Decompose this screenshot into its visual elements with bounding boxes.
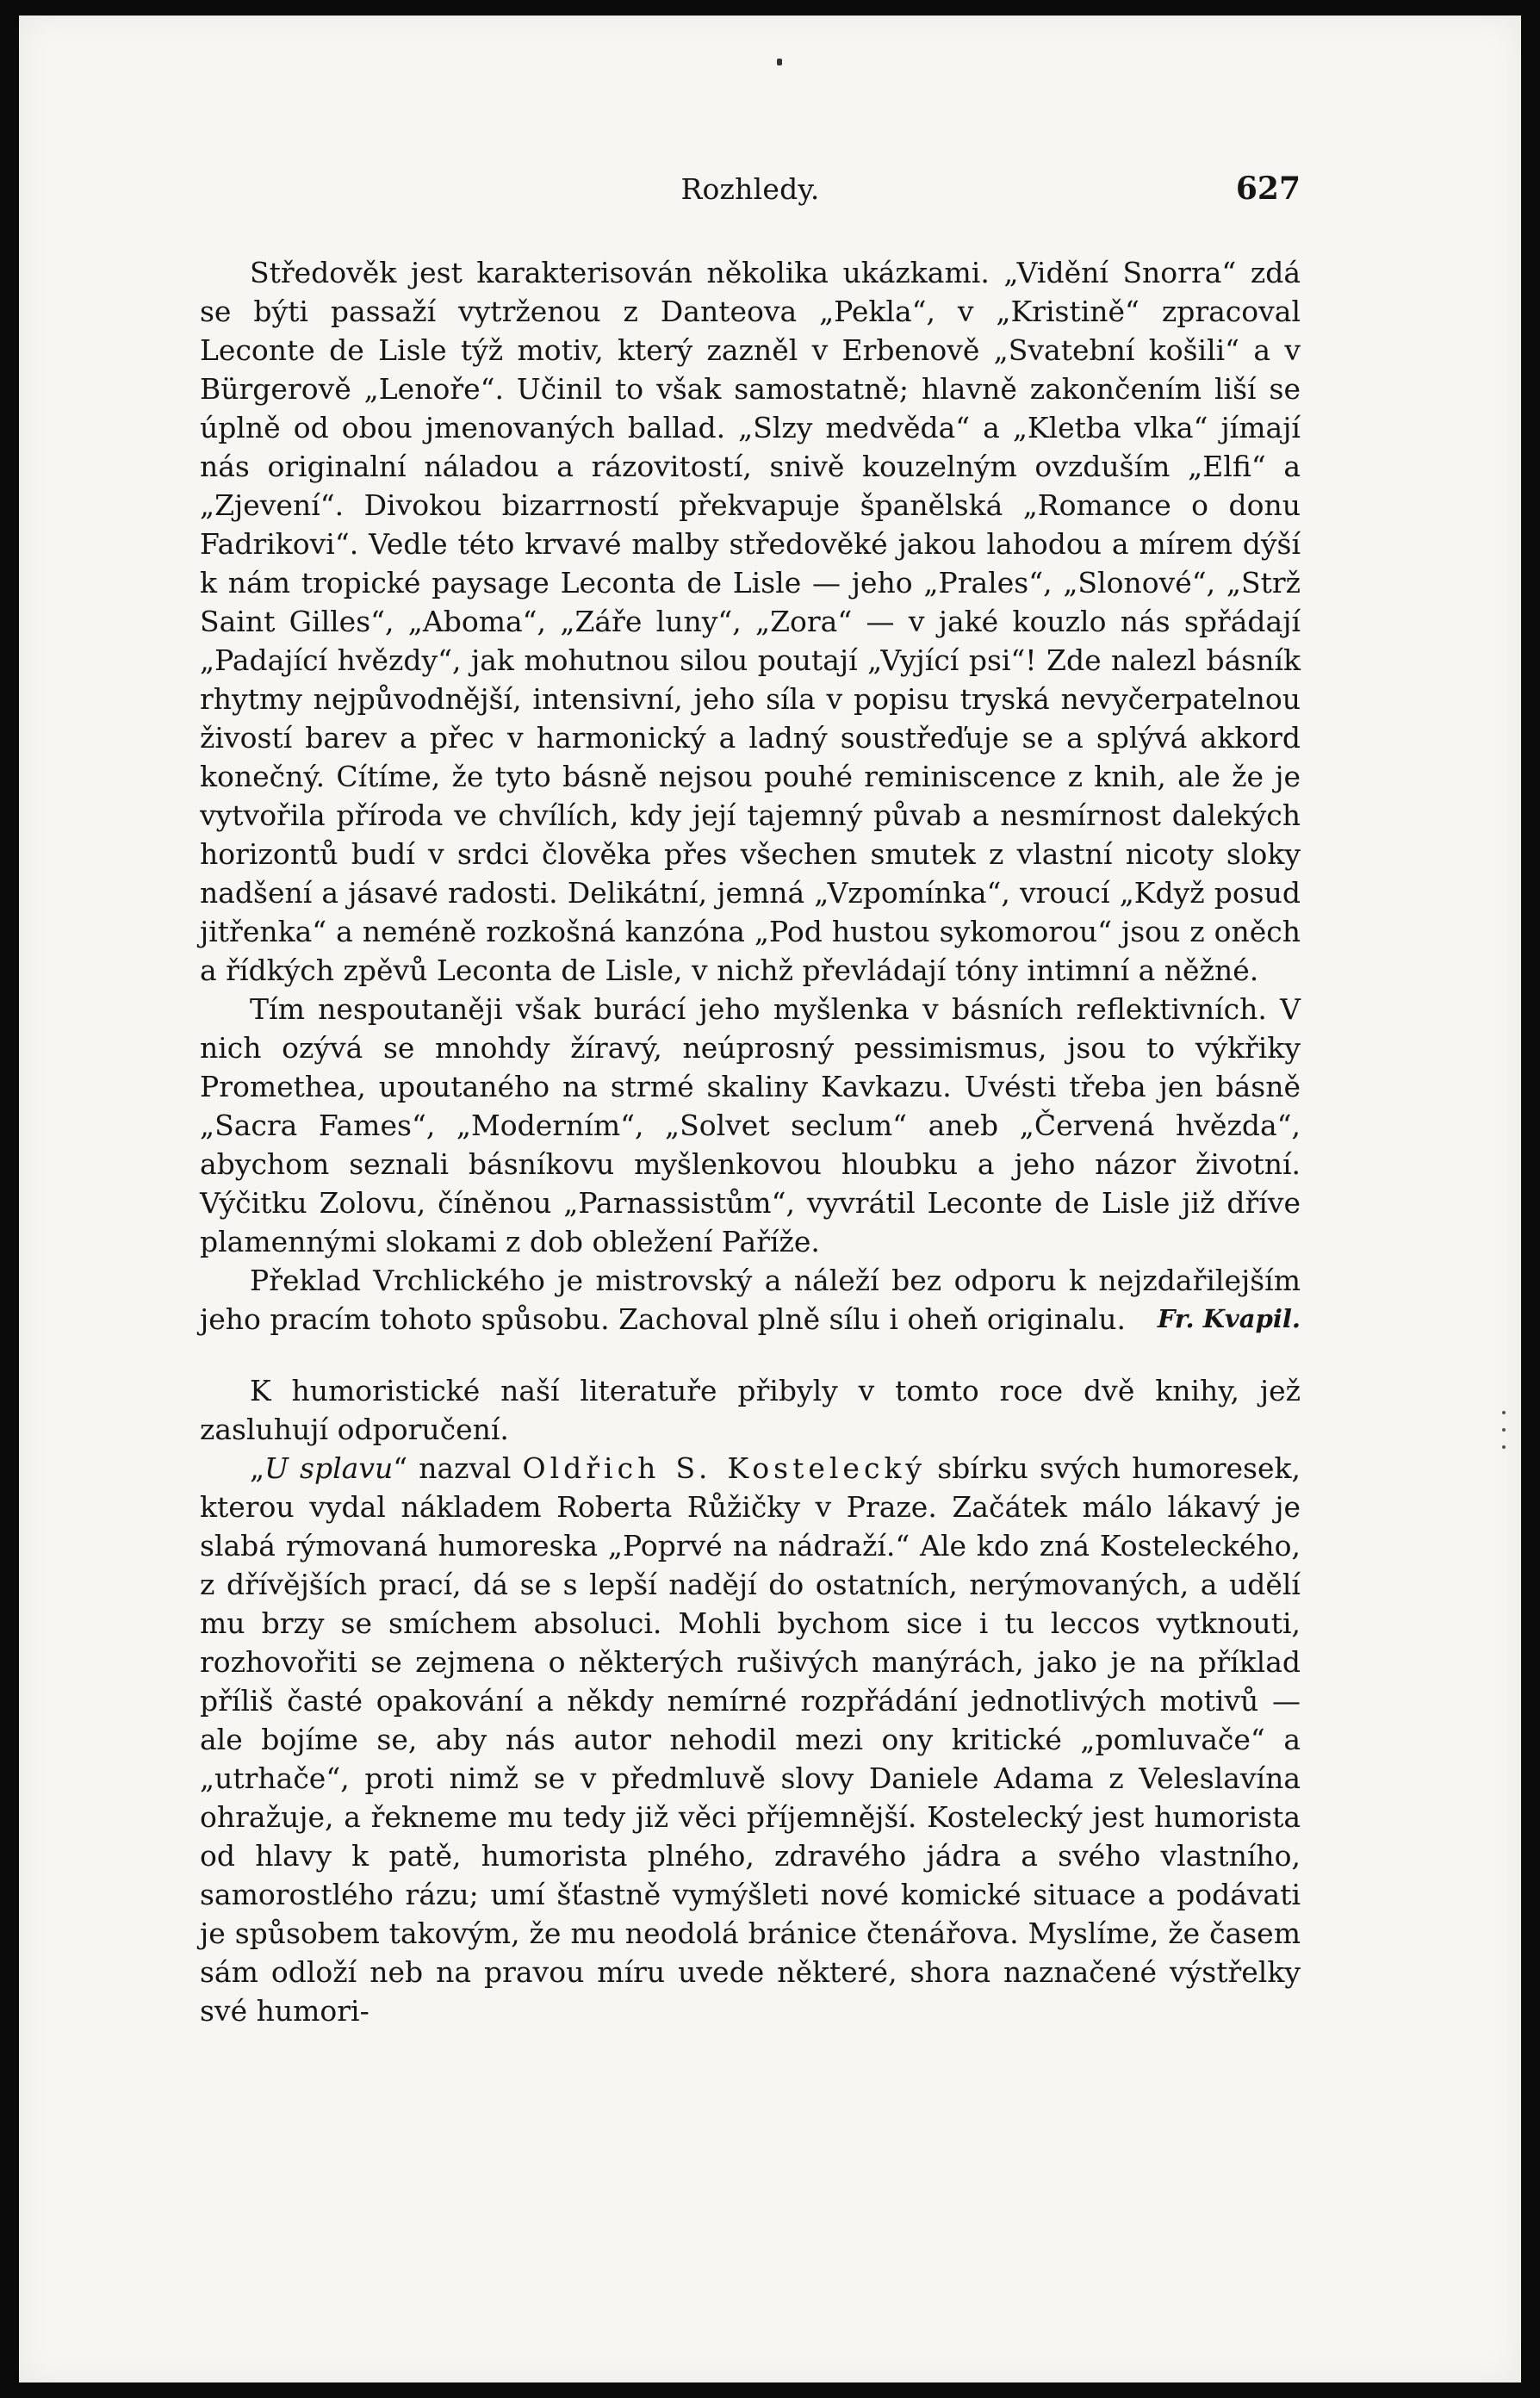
author-name: Oldřich S. Kostelecký (522, 1451, 927, 1485)
paragraph-text: sbírku svých humoresek, kterou vydal nákladem Roberta Růžičky v Praze. Začátek málo lákavý je slabá rýmovaná humoreska „Poprvé na nádraží.“ Ale kdo zná Kosteleckého, z dřívějších prací, dá se s lepší nadějí do ostatních, nerýmovaných, a udělí mu brzy se smíchem absoluci. Mohli bychom sice i tu leccos vytknouti, rozhovořiti se zejmena o některých rušivých manýrách, jako je na příklad příliš časté opakování a někdy nemírné rozpřádání jednotlivých motivů — ale bojíme se, aby nás autor nehodil mezi ony kritické „pomluvače“ a „utrhače“, proti nimž se v předmluvě slovy Daniele Adama z Veleslavína ohražuje, a řekneme mu tedy již věci příjemnější. Kostelecký jest humorista od hlavy k patě, humorista plného, zdravého jádra a svého vlastního, samorostlého rázu; umí šťastně vymýšleti nové komické situace a podávati je spůsobem takovým, že mu neodolá bránice čtenářova. Myslíme, že časem sám odloží neb na pravou míru uvede některé, shora naznačené výstřelky své humori- (200, 1451, 1301, 2028)
page-number: 627 (1235, 171, 1301, 207)
header-title: Rozhledy. (680, 172, 820, 206)
paragraph-text: nazval (407, 1451, 523, 1485)
book-title: U splavu (264, 1451, 394, 1485)
margin-mark (1502, 1445, 1506, 1449)
paragraph: Středověk jest karakterisován několika ukázkami. „Vidění Snorra“ zdá se býti passaží vytrženou z Danteova „Pekla“, v „Kristině“ zpracoval Leconte de Lisle týž motiv, který zazněl v Erbenově „Svatební košili“ a v Bürgerově „Lenoře“. Učinil to však samostatně; hlavně zakončením liší se úplně od obou jmenovaných ballad. „Slzy medvěda“ a „Kletba vlka“ jímají nás originalní náladou a rázovitostí, snivě kouzelným ovzduším „Elfi“ a „Zjevení“. Divokou bizarrností překvapuje španělská „Romance o donu Fadrikovi“. Vedle této krvavé malby středověké jakou lahodou a mírem dýší k nám tropické paysage Leconta de Lisle — jeho „Prales“, „Slonové“, „Strž Saint Gilles“, „Aboma“, „Záře luny“, „Zora“ — v jaké kouzlo nás spřádají „Padající hvězdy“, jak mohutnou silou poutají „Vyjící psi“! Zde nalezl básník rhytmy nejpůvodnější, intensivní, jeho síla v popisu tryská nevyčerpatelnou živostí barev a přec v harmonický a ladný soustřeďuje se a splývá akkord konečný. Cítíme, že tyto básně nejsou pouhé reminiscence z knih, ale že je vytvořila příroda ve chvílích, kdy její tajemný půvab a nesmírnost dalekých horizontů budí v srdci člověka přes všechen smutek z vlastní nicoty sloky nadšení a jásavé radosti. Delikátní, jemná „Vzpomínka“, vroucí „Když posud jitřenka“ a neméně rozkošná kanzóna „Pod hustou sykomorou“ jsou z oněch a řídkých zpěvů Leconta de Lisle, v nichž převládají tóny intimní a něžné. (200, 256, 1301, 987)
quote-open: „ (250, 1451, 265, 1485)
margin-mark (1502, 1428, 1506, 1432)
article-body (200, 253, 1301, 2030)
print-speck (777, 59, 782, 65)
paragraph: Tím nespoutaněji však burácí jeho myšlenka v básních reflektivních. V nich ozývá se mnohdy žíravý, neúprosný pessimismus, jsou to výkřiky Promethea, upoutaného na strmé skaliny Kavkazu. Uvésti třeba jen básně „Sacra Fames“, „Moderním“, „Solvet seclum“ aneb „Červená hvězda“, abychom seznali básníkovu myšlenkovou hloubku a jeho názor životní. Výčitku Zolovu, číněnou „Parnassistům“, vyvrátil Leconte de Lisle již dříve plamennými slokami z dob obležení Paříže. (200, 992, 1301, 1258)
quote-close: “ (393, 1451, 408, 1485)
paragraph: Překlad Vrchlického je mistrovský a náleží bez odporu k nejzdařilejším jeho pracím tohoto spůsobu. Zachoval plně sílu i oheň originalu. (200, 1264, 1301, 1336)
text-column (200, 164, 1301, 2030)
paragraph: K humoristické naší literatuře přibyly v tomto roce dvě knihy, jež zasluhují odporučení. (200, 1374, 1301, 1446)
paragraph (200, 1449, 1301, 2030)
signature: Fr. Kvapil. (1157, 1304, 1301, 1333)
margin-mark (1502, 1411, 1506, 1414)
running-header (200, 164, 1301, 215)
